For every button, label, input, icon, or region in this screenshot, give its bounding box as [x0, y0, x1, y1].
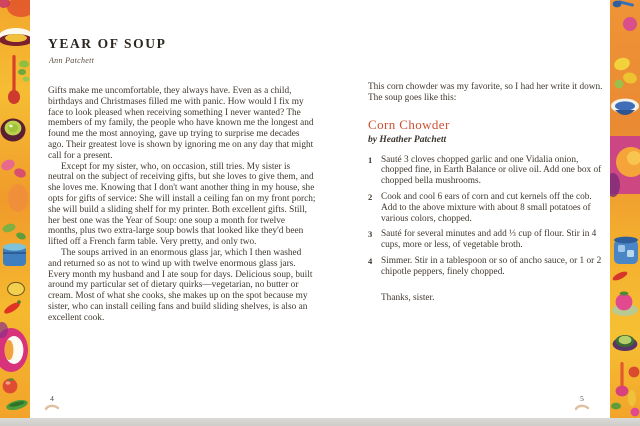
swirl-ornament-icon [44, 404, 60, 411]
essay-paragraph: The soups arrived in an enormous glass jar, which I then washed and returned so as not to wind up with twelve enormous glass jars. Every month my husband and I ate soup for days. Delicious soup, built around my particular set of dietary quirks—vegetarian, no butter or cream. Most of what she cooks, she makes up on the spot because my sister, who can install ceiling fans and build sliding shelves, is also an excellent cook. [48, 247, 313, 323]
recipe-closing: Thanks, sister. [381, 292, 435, 303]
swirl-ornament-icon [574, 404, 590, 411]
soup-bowl-rim-icon [0, 28, 30, 46]
step-number: 2 [368, 191, 373, 202]
recipe-title: Corn Chowder [368, 116, 450, 132]
step-number: 4 [368, 255, 373, 266]
fruit-bowl-icon [610, 136, 640, 197]
recipe-step [368, 155, 608, 187]
recipe-step [368, 229, 608, 251]
recipe-byline: by Heather Patchett [368, 134, 447, 145]
right-page-number-group [572, 394, 592, 411]
recipe-step [368, 256, 608, 278]
step-text: Cook and cool 6 ears of corn and cut kernels off the cob. Add to the above mixture with about 8 small potatoes of various colors, chopped. [381, 191, 592, 224]
lemon-icon [8, 282, 25, 295]
page-number: 4 [50, 394, 54, 403]
recipe-step [368, 192, 608, 224]
page-bottom-edge [0, 418, 640, 426]
essay-paragraph: Gifts make me uncomfortable, they always have. Even as a child, birthdays and Christmases filled me with panic. How would I fix my face to look pleased when receiving something I never wanted? The members of my family, the people who have known me the longest and found me the most annoying, gave up trying to surprise me decades ago. Their greatest love is shown by ignoring me on any day that might call for a present. [48, 86, 314, 161]
essay-body [48, 86, 316, 324]
recipe-steps [368, 155, 608, 278]
chapter-author: Ann Patchett [49, 56, 95, 65]
left-page [48, 36, 316, 324]
essay-paragraph: Except for my sister, who, on occasion, still tries. My sister is neutral on the subject of receiving gifts, but she loves to give them, and she loves me. Knowing that I don't want another thing in my house, she opts for gifts of service: She will install a ceiling fan on my front porch; she will build a sliding shelf for my printer. Both excellent gifts. Still, her best one was the Year of Soup: one soup a month for twelve months, plus two extra-large soup bowls that looked like they'd been lifted off a French farm table. Very pretty, and only two. [48, 161, 316, 248]
right-border-illustration [610, 0, 640, 418]
page-number: 5 [580, 394, 584, 403]
orange-fruit-icon [8, 184, 28, 212]
step-number: 3 [368, 229, 373, 240]
recipe-intro: This corn chowder was my favorite, so I had her write it down. The soup goes like this: [368, 82, 603, 103]
step-number: 1 [368, 154, 373, 165]
step-text: Sauté for several minutes and add ⅓ cup of flour. Stir in 4 cups, more or less, of vegetable broth. [381, 229, 597, 251]
step-text: Simmer. Stir in a tablespoon or so of ancho sauce, or 1 or 2 chipotle peppers, finely chopped. [381, 255, 602, 277]
blue-pot-icon [3, 243, 26, 266]
berry-icon [623, 17, 637, 31]
lime-bowl-icon [1, 119, 26, 142]
right-page [368, 82, 608, 303]
left-page-number-group [42, 394, 62, 411]
left-border-illustration [0, 0, 30, 418]
chapter-title: YEAR OF SOUP [48, 36, 167, 51]
step-text: Sauté 3 cloves chopped garlic and one Vidalia onion, chopped fine, in Earth Balance or olive oil. Add one box of chopped bella mushrooms. [381, 154, 602, 187]
ice-pot-icon [614, 237, 638, 264]
